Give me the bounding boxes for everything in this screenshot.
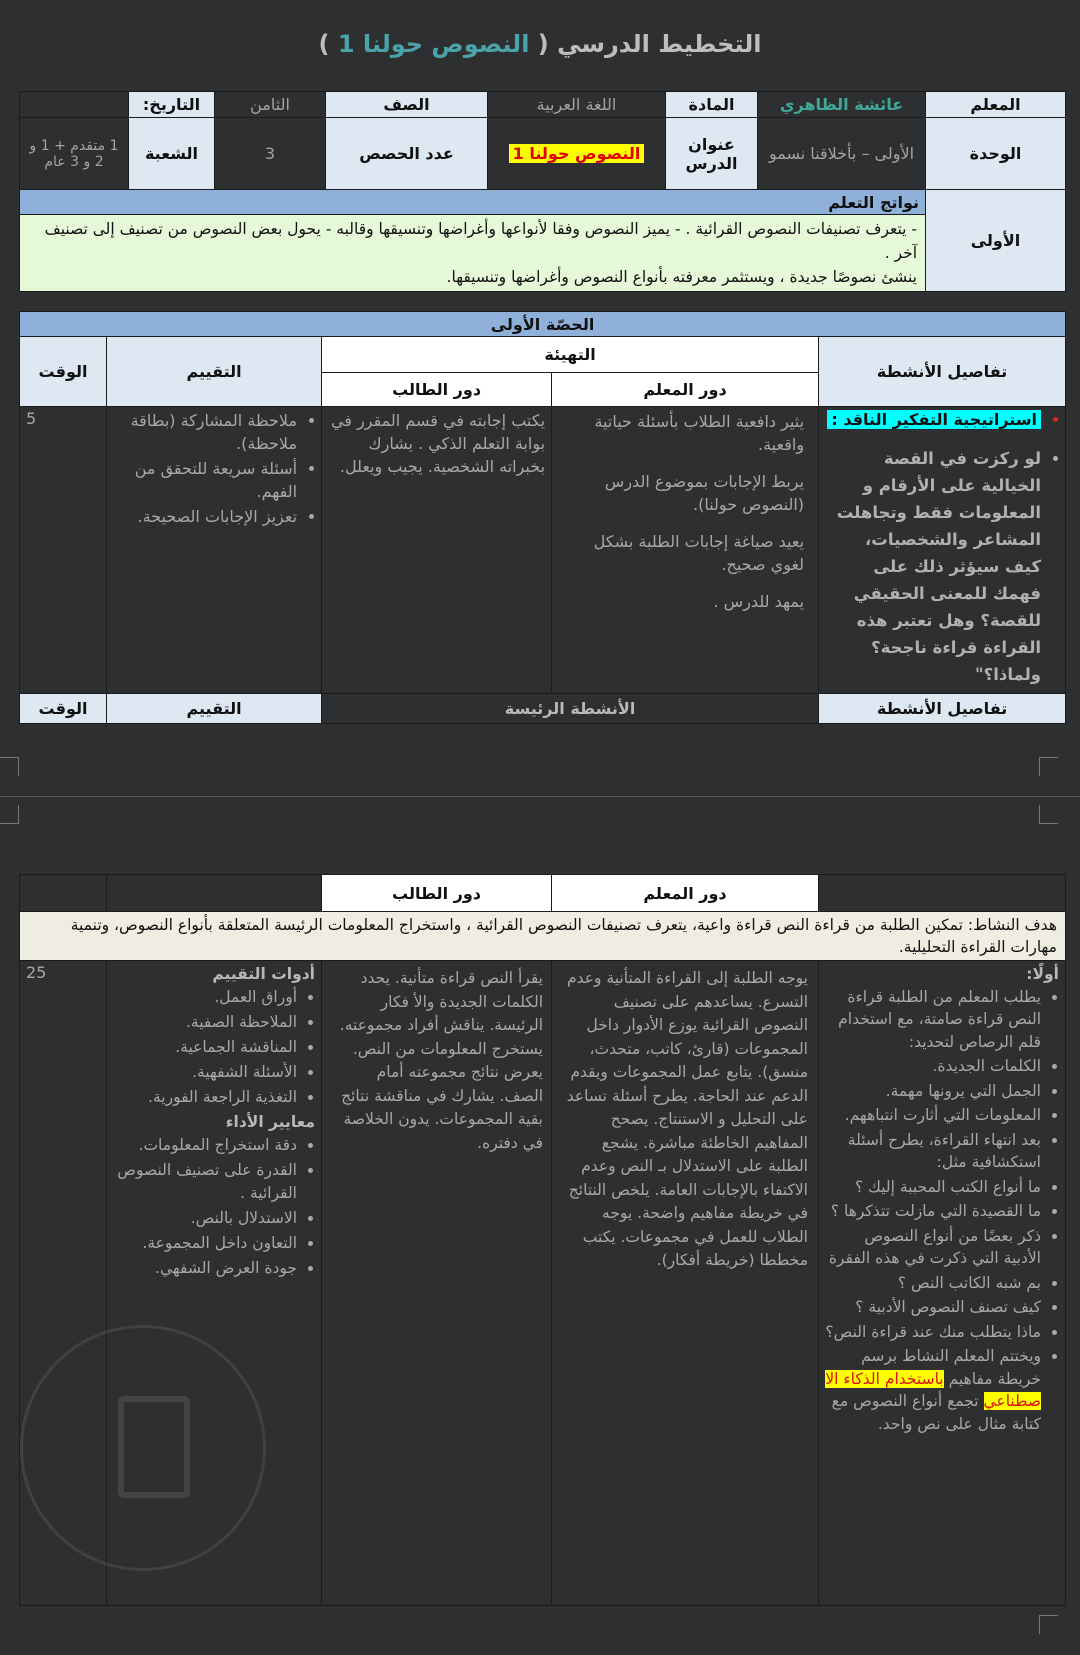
closing-pre: ويختتم المعلم النشاط برسم خريطة مفاهيم [861, 1347, 1041, 1388]
eval-item: • تعزيز الإجابات الصحيحة. [113, 505, 297, 528]
outcome-line-2: ينشئ نصوصًا جديدة ، ويستثمر معرفته بأنواع النصوص وأغراضها وتنسيقها. [446, 268, 917, 286]
col-details-header: تفاصيل الأنشطة [819, 337, 1066, 407]
s2-student-header: دور الطالب [322, 875, 552, 912]
activity-goal: هدف النشاط: تمكين الطلبة من قراءة النص قراءة واعية، يتعرف تصنيفات النصوص القرائية ، واستخراج المعلومات الرئيسة المتعلقة بأنواع النصوص، وتنمية مهارات القراءة التحليلية. [20, 912, 1066, 961]
closing-item [825, 1345, 1041, 1435]
criteria-item: • جودة العرض الشفهي. [113, 1257, 297, 1280]
detail-item: • المعلومات التي أثارت انتباههم. [825, 1104, 1041, 1127]
unit-value: الأولى – بأخلاقنا نسمو [758, 118, 926, 190]
unit-label: الوحدة [926, 118, 1066, 190]
teacher-step-2: يربط الإجابات بموضوع الدرس (النصوص حولنا). [604, 472, 805, 514]
footer-details: تفاصيل الأنشطة [819, 694, 1066, 724]
footer-eval: التقييم [107, 694, 322, 724]
col-teacher-header: دور المعلم [552, 373, 819, 407]
outcomes-table [19, 189, 1066, 292]
teacher-step-3: يعيد صياغة إجابات الطلبة بشكل لغوي صحيح. [593, 532, 805, 574]
teacher-name: عائشة الظاهري [758, 92, 926, 118]
tool-item: • الملاحظة الصفية. [113, 1011, 297, 1034]
s2-student-role: يقرأ النص قراءة متأنية. يحدد الكلمات الجديدة والأ فكار الرئيسة. يناقش أفراد مجموعته. يستخرج المعلومات من النص. يعرض نتائج مجموعته أمام الصف. يشارك في مناقشة نتائج بقية المجموعات. يدون الخلاصة في دفتره. [322, 961, 552, 1606]
date-value [20, 92, 129, 118]
criteria-item: • القدرة على تصنيف النصوص القرائية . [113, 1159, 297, 1205]
tool-item: • أوراق العمل. [113, 986, 297, 1009]
s2-teacher-header: دور المعلم [552, 875, 819, 912]
lesson-title-label: عنوان الدرس [666, 118, 758, 190]
footer-main-activities: الأنشطة الرئيسة [322, 694, 819, 724]
s2-empty-cell [819, 875, 1066, 912]
crop-mark [1039, 805, 1058, 824]
grade-value: الثامن [215, 92, 326, 118]
tools-label: أدوات التقييم [212, 965, 315, 983]
detail-item: • ماذا يتطلب منك عند قراءة النص؟ [825, 1321, 1041, 1344]
detail-item: • يطلب المعلم من الطلبة قراءة النص قراءة صامتة، مع استخدام قلم الرصاص لتحديد: [825, 986, 1041, 1054]
outcome-line-1: - يتعرف تصنيفات النصوص القرائية . - يميز النصوص وفقا لأنواعها وأغراضها وتنسيقها وقالبه - يحول بعض النصوص من تصنيف إلى تصنيف آخر . [44, 220, 917, 262]
strategy-item [825, 410, 1041, 429]
info-table [19, 91, 1066, 190]
page-title [0, 30, 1080, 58]
col-student-header: دور الطالب [322, 373, 552, 407]
criteria-item: • التعاون داخل المجموعة. [113, 1232, 297, 1255]
title-main: التخطيط الدرسي [557, 30, 762, 58]
s2-details [819, 961, 1066, 1606]
subject-label: المادة [666, 92, 758, 118]
eval-item: • أسئلة سريعة للتحقق من الفهم. [113, 457, 297, 503]
crop-mark [1039, 1615, 1058, 1634]
section-value: 1 متقدم + 1 و 2 و 3 عام [20, 118, 129, 190]
col-eval-header: التقييم [107, 337, 322, 407]
detail-item: • بم شبه الكاتب النص ؟ [825, 1272, 1041, 1295]
subject-value: اللغة العربية [488, 92, 666, 118]
eval-item: • ملاحظة المشاركة (بطاقة ملاحظة). [113, 409, 297, 455]
criteria-item: • الاستدلال بالنص. [113, 1207, 297, 1230]
tool-item: • المناقشة الجماعية. [113, 1036, 297, 1059]
lesson-title-value: النصوص حولنا 1 [509, 144, 645, 163]
teacher-step-1: يثير دافعية الطلاب بأسئلة حياتية واقعية. [594, 412, 805, 454]
detail-item: • الكلمات الجديدة. [825, 1055, 1041, 1078]
session1-details [819, 407, 1066, 694]
title-lesson: النصوص حولنا 1 [337, 30, 530, 58]
col-time-header: الوقت [20, 337, 107, 407]
col-intro-header: التهيئة [322, 337, 819, 373]
detail-item: • الجمل التي يرونها مهمة. [825, 1080, 1041, 1103]
detail-item: • ما القصيدة التي مازلت تتذكرها ؟ [825, 1200, 1041, 1223]
s2-eval [107, 961, 322, 1606]
criteria-item: • دقة استخراج المعلومات. [113, 1134, 297, 1157]
session1-teacher-role [552, 407, 819, 694]
session1-eval [107, 407, 322, 694]
s2-empty-cell [107, 875, 322, 912]
closing-post: تجمع أنواع النصوص مع كتابة مثال على نص واحد. [831, 1392, 1041, 1433]
criteria-label: معايير الأداء [225, 1113, 315, 1131]
outcomes-side-label: الأولى [926, 190, 1066, 292]
crop-mark [1039, 757, 1058, 776]
s2-empty-cell [20, 875, 107, 912]
section-label: الشعبة [129, 118, 215, 190]
detail-item: • بعد انتهاء القراءة، يطرح أسئلة استكشافية مثل: [825, 1129, 1041, 1174]
crop-mark [0, 805, 19, 824]
outcomes-header: نواتج التعلم [20, 190, 926, 215]
first-label: أولًا: [1026, 965, 1059, 983]
tool-item: • الأسئلة الشفهية. [113, 1061, 297, 1084]
periods-value: 3 [215, 118, 326, 190]
teacher-label: المعلم [926, 92, 1066, 118]
warmup-question: • لو ركزت في القصة الخيالية على الأرقام و المعلومات فقط وتجاهلت المشاعر والشخصيات، كيف سيؤثر ذلك على فهمك للمعنى الحقيقي للقصة؟ وهل تعتبر هذه القراءة قراءة ناجحة؟ ولماذا؟" [825, 445, 1041, 688]
outcomes-body [20, 215, 926, 292]
session1-time: 5 [20, 407, 107, 694]
detail-item: • كيف تصنف النصوص الأدبية ؟ [825, 1296, 1041, 1319]
page-2 [0, 797, 1080, 1655]
teacher-step-4: يمهد للدرس . [713, 592, 805, 611]
detail-item: • ما أنواع الكتب المحببة إليك ؟ [825, 1176, 1041, 1199]
session1-header: الحصّة الأولى [20, 312, 1066, 337]
tool-item: • التغذية الراجعة الفورية. [113, 1086, 297, 1109]
page-1 [0, 0, 1080, 797]
date-label: التاريخ: [129, 92, 215, 118]
periods-label: عدد الحصص [326, 118, 488, 190]
footer-time: الوقت [20, 694, 107, 724]
crop-mark [0, 757, 19, 776]
session2-table [19, 874, 1066, 1606]
s2-time: 25 [20, 961, 107, 1606]
session1-student-role: يكتب إجابته في قسم المقرر في بوابة التعلم الذكي . يشارك بخبراته الشخصية. يجيب ويعلل. [322, 407, 552, 694]
closing-ai-highlight: باستخدام الذكاء الا صطناعي [825, 1369, 1041, 1410]
title-paren-open: ( [537, 30, 549, 58]
title-paren-close: ) [318, 30, 330, 58]
strategy-label: استراتيجية التفكير الناقد : [827, 410, 1041, 429]
lesson-title-cell [488, 118, 666, 190]
session1-table [19, 311, 1066, 724]
s2-teacher-role: يوجه الطلبة إلى القراءة المتأنية وعدم التسرع. يساعدهم على تصنيف النصوص القرائية يوزع الأدوار داخل المجموعات (قارئ، كاتب، متحدث، منسق). يتابع عمل المجموعات ويقدم الدعم عند الحاجة. يطرح أسئلة تساعد على التحليل و الاستنتاج. يصحح المفاهيم الخاطئة مباشرة. يشجع الطلبة على الاستدلال بـ النص وعدم الاكتفاء بالإجابات العامة. يلخص النتائج في خريطة مفاهيم واضحة. يوجه الطلاب للعمل في مجموعات. يكتب مخططا (خريطة أفكار). [552, 961, 819, 1606]
grade-label: الصف [326, 92, 488, 118]
detail-item: • ذكر بعضًا من أنواع النصوص الأدبية التي ذكرت في هذه الفقرة [825, 1225, 1041, 1270]
